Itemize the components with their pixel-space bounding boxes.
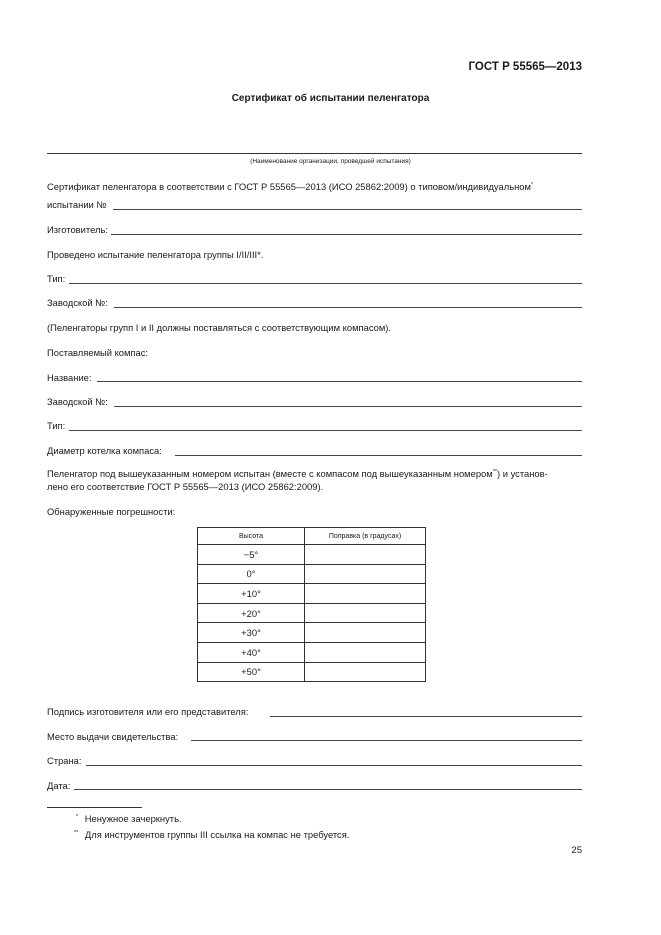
- statement-line-1: Пеленгатор под вышеуказанным номером испытан (вместе с компасом под вышеуказанным номером**) и установ-: [47, 468, 548, 479]
- date-line: [74, 789, 582, 790]
- page-title: Сертификат об испытании пеленгатора: [231, 93, 430, 104]
- footnote-mark: **: [492, 469, 497, 475]
- compass-name-label: Название:: [47, 372, 92, 383]
- supplied-compass-label: Поставляемый компас:: [47, 347, 149, 358]
- place-line: [191, 740, 582, 741]
- correction-header: Поправка (в градусах): [305, 528, 426, 545]
- errors-table: [197, 527, 426, 682]
- manufacturer-label: Изготовитель:: [47, 224, 108, 235]
- country-line: [86, 765, 582, 766]
- type-label: Тип:: [47, 273, 66, 284]
- footnote-mark: *: [530, 182, 534, 188]
- errors-label: Обнаруженные погрешности:: [47, 506, 176, 517]
- table-row: +20°: [198, 603, 426, 623]
- group-test-text: Проведено испытание пеленгатора группы I/II/III*.: [47, 249, 264, 260]
- compass-type-line: [69, 430, 582, 431]
- compass-name-line: [97, 381, 582, 382]
- page-number: 25: [571, 845, 582, 856]
- org-name-line: [47, 153, 582, 154]
- test-number-line: [113, 209, 582, 210]
- compass-note: (Пеленгаторы групп I и II должны поставляться с соответствующим компасом).: [47, 322, 391, 333]
- date-label: Дата:: [47, 780, 71, 791]
- place-label: Место выдачи свидетельства:: [47, 731, 179, 742]
- footnote-1: * Ненужное зачеркнуть.: [76, 813, 182, 824]
- country-label: Страна:: [47, 755, 82, 766]
- height-header: Высота: [198, 528, 305, 545]
- compass-serial-label: Заводской №:: [47, 396, 108, 407]
- table-header-row: [198, 528, 426, 545]
- compass-serial-line: [114, 406, 582, 407]
- intro-line-1: Сертификат пеленгатора в соответствии с ГОСТ Р 55565—2013 (ИСО 25862:2009) о типовом/индивидуальном*: [47, 181, 534, 192]
- statement-line-2: лено его соответствие ГОСТ Р 55565—2013 (ИСО 25862:2009).: [47, 481, 324, 492]
- bowl-diameter-label: Диаметр котелка компаса:: [47, 445, 162, 456]
- footnote-2: ** Для инструментов группы III ссылка на компас не требуется.: [74, 829, 350, 840]
- table-row: 0°: [198, 564, 426, 584]
- footnote-divider: [47, 807, 142, 808]
- signature-label: Подпись изготовителя или его представителя:: [47, 706, 249, 717]
- table-row: −5°: [198, 545, 426, 565]
- table-row: +30°: [198, 623, 426, 643]
- serial-line: [114, 307, 582, 308]
- serial-label: Заводской №:: [47, 297, 108, 308]
- org-caption: (Наименование организации, проведшей испытания): [250, 158, 411, 165]
- signature-line: [270, 716, 582, 717]
- bowl-diameter-line: [175, 455, 582, 456]
- table-row: +10°: [198, 584, 426, 604]
- table-row: +40°: [198, 642, 426, 662]
- manufacturer-line: [111, 234, 582, 235]
- compass-type-label: Тип:: [47, 420, 66, 431]
- type-line: [69, 283, 582, 284]
- table-row: +50°: [198, 662, 426, 682]
- intro-line-2: испытании №: [47, 199, 107, 210]
- standard-number: ГОСТ Р 55565—2013: [468, 61, 582, 73]
